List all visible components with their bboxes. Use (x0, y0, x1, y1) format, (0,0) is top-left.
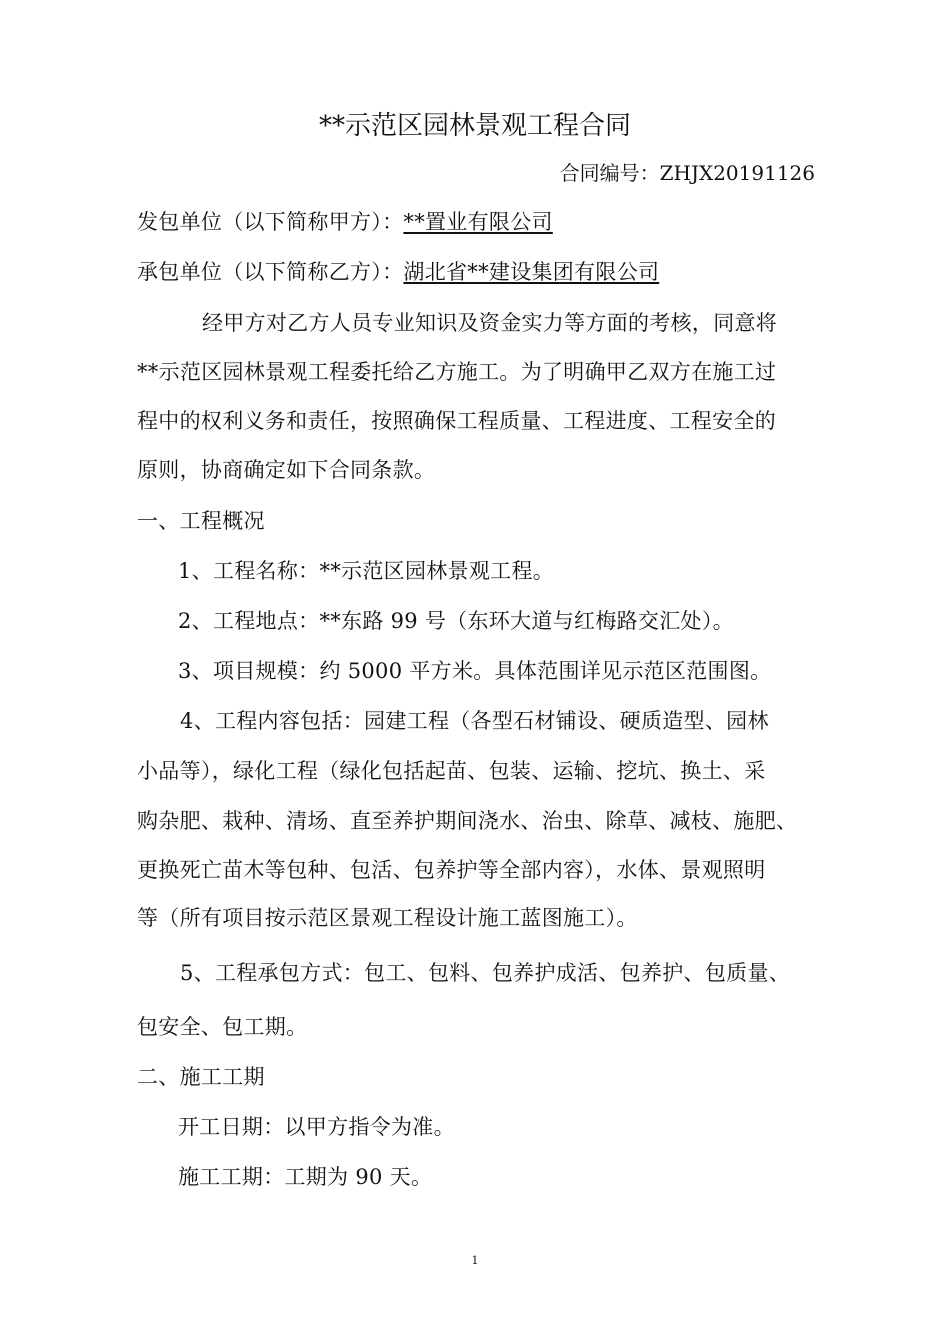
list-item: 4、工程内容包括：园建工程（各型石材铺设、硬质造型、园林 (180, 709, 769, 733)
party-b-line (137, 257, 659, 287)
start-date: 开工日期：以甲方指令为准。 (178, 1115, 455, 1139)
intro-line: **示范区园林景观工程委托给乙方施工。为了明确甲乙双方在施工过 (137, 360, 777, 384)
list-item-continuation: 包安全、包工期。 (137, 1015, 308, 1039)
list-item: 2、工程地点：**东路 99 号（东环大道与红梅路交汇处）。 (178, 609, 734, 633)
party-a-label: 发包单位（以下简称甲方）： (137, 210, 404, 234)
list-item-continuation: 小品等），绿化工程（绿化包括起苗、包装、运输、挖坑、换土、采 (137, 759, 766, 783)
intro-line: 经甲方对乙方人员专业知识及资金实力等方面的考核，同意将 (202, 311, 778, 335)
intro-line: 原则，协商确定如下合同条款。 (137, 458, 436, 482)
list-item-continuation: 购杂肥、栽种、清场、直至养护期间浇水、治虫、除草、减枝、施肥、 (137, 809, 798, 833)
party-b-name: 湖北省**建设集团有限公司 (403, 260, 660, 284)
list-item-continuation: 等（所有项目按示范区景观工程设计施工蓝图施工）。 (137, 906, 638, 930)
list-item: 1、工程名称：**示范区园林景观工程。 (178, 559, 555, 583)
list-item-continuation: 更换死亡苗木等包种、包活、包养护等全部内容），水体、景观照明 (137, 858, 766, 882)
party-a-name: **置业有限公司 (403, 210, 553, 234)
list-item: 5、工程承包方式：包工、包料、包养护成活、包养护、包质量、 (180, 961, 791, 985)
page-number: 1 (471, 1254, 479, 1267)
party-b-label: 承包单位（以下简称乙方）： (137, 260, 404, 284)
section-heading: 一、工程概况 (137, 509, 265, 533)
party-a-line (137, 207, 553, 237)
list-item: 3、项目规模：约 5000 平方米。具体范围详见示范区范围图。 (178, 659, 772, 683)
contract-number: 合同编号：ZHJX20191126 (559, 161, 815, 185)
construction-duration: 施工工期：工期为 90 天。 (178, 1165, 433, 1189)
document-title: **示范区园林景观工程合同 (318, 111, 631, 141)
section-heading: 二、施工工期 (137, 1065, 265, 1089)
intro-line: 程中的权利义务和责任，按照确保工程质量、工程进度、工程安全的 (137, 409, 776, 433)
